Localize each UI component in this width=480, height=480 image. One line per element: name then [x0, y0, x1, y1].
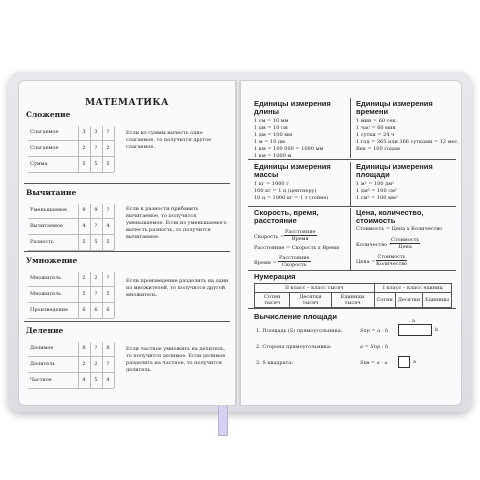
time-fraction-denominator: Скорость [282, 262, 307, 268]
row-label: Разность [30, 239, 54, 245]
unit-line: 1 час = 60 мин [356, 125, 396, 131]
rule-text: Если из суммы вычесть одно слагаемое, то получится другое слагаемое. [126, 130, 212, 150]
units-class-header: I класс – класс единиц [374, 284, 451, 293]
value-cell: 9 [94, 207, 98, 213]
section-divider [24, 183, 230, 184]
side-b-label: b [435, 327, 439, 333]
value-cell: 2 [94, 275, 98, 281]
rectangle-diagram [398, 324, 432, 336]
value-cell: ? [106, 207, 110, 213]
time-units-title: Единицы измерения времени [356, 99, 433, 116]
rect-area-label: 1. Площадь (S) прямоугольника: [256, 328, 343, 334]
unit-line: 1 дм = 100 мм [254, 132, 293, 138]
place-units: Единицы [423, 293, 452, 308]
value-cell: 5 [82, 161, 86, 167]
column-divider [114, 272, 115, 318]
divider [248, 159, 456, 160]
row-label: Слагаемое [30, 145, 59, 151]
column-divider [350, 98, 351, 158]
quantity-fraction-denominator: Цена [398, 244, 412, 250]
time-formula-label: Время = [254, 260, 277, 266]
place-hundred-thousands: Сотни тысяч [255, 293, 290, 308]
section-divider [24, 251, 230, 252]
column-divider [90, 272, 91, 318]
rule-text: Если частное умножить на делитель, то получится делимое. Если делимое разделить на частное, то получится делитель. [126, 346, 226, 373]
unit-line: 1 см² = 100 мм² [356, 195, 398, 201]
length-units-title: Единицы измерения длины [254, 99, 331, 116]
unit-line: 1 см = 10 мм [254, 118, 289, 124]
row-label: Слагаемое [30, 129, 59, 135]
rect-side-label: 2. Сторона прямоугольника: [256, 344, 332, 350]
value-cell: 2 [94, 361, 98, 367]
column-divider [102, 272, 103, 318]
mass-units-title: Единицы измерения массы [254, 162, 331, 179]
row-label: Уменьшаемое [30, 207, 67, 213]
row-divider [28, 388, 114, 389]
price-formula-label: Цена = [356, 259, 376, 265]
unit-line: 1 км = 1000 м [254, 153, 292, 159]
price-title: Цена, количество, стоимость [356, 208, 424, 225]
page-gutter [236, 80, 240, 406]
math-reference-page [24, 92, 230, 402]
row-label: Множитель [30, 275, 62, 281]
unit-line: 1 м = 10 дм [254, 139, 285, 145]
rule-text: Если к разности прибавить вычитаемое, то получится уменьшаемое. Если из уменьшаемого вычесть разность, то получится вычитаемое. [126, 206, 227, 240]
value-cell: 5 [106, 239, 110, 245]
rect-area-formula: Sпр = a · b [360, 328, 389, 334]
row-divider [28, 318, 114, 319]
square-side-label: a [413, 359, 416, 365]
rect-side-formula: a = Sпр : b [360, 344, 389, 350]
column-divider [78, 342, 79, 388]
unit-line: 1 м² = 100 дм² [356, 181, 395, 187]
row-label: Произведение [30, 307, 69, 313]
area-calc-title: Вычисление площади [254, 312, 337, 321]
speed-formula-label: Скорость = [254, 234, 285, 240]
value-cell: ? [94, 291, 98, 297]
place-hundreds: Сотни [374, 293, 395, 308]
value-cell: ? [94, 223, 98, 229]
column-divider [78, 126, 79, 172]
column-divider [102, 342, 103, 388]
value-cell: 5 [94, 377, 98, 383]
square-area-formula: Sкв = a · a [360, 360, 388, 366]
time-fraction [278, 255, 311, 268]
value-cell: 4 [106, 377, 110, 383]
unit-line: 1 мин = 60 сек. [356, 118, 398, 124]
divider [248, 270, 456, 271]
quantity-formula-label: Количество = [356, 242, 393, 248]
speed-fraction [284, 229, 317, 242]
cost-formula: Стоимость = Цена х Количество [356, 226, 443, 232]
unit-line: 10 ц = 1000 кг = 1 т (тонне) [254, 195, 329, 201]
section-title: Деление [26, 326, 64, 335]
square-area-label: 3. S квадрата: [256, 360, 293, 366]
price-fraction [376, 254, 407, 267]
value-cell: 8 [106, 345, 110, 351]
unit-line: 100 кг = 1 ц (центнеру) [254, 188, 317, 194]
column-divider [90, 126, 91, 172]
rule-text: Если произведение разделить на один из множителей, то получится другой множитель. [126, 278, 229, 298]
divider [248, 206, 456, 207]
row-label: Вычитаемое [30, 223, 63, 229]
quantity-fraction [390, 237, 420, 250]
place-ten-thousands: Десятки тысяч [290, 293, 331, 308]
units-reference-page [248, 92, 459, 402]
unit-line: 1 сутки = 24 ч [356, 132, 395, 138]
unit-line: 1 дм = 10 см [254, 125, 288, 131]
section-title: Вычитание [26, 188, 77, 197]
page-title: МАТЕМАТИКА [85, 98, 169, 108]
value-cell: 6 [82, 307, 86, 313]
section-divider [24, 321, 230, 322]
value-cell: 2 [82, 145, 86, 151]
column-divider [350, 208, 351, 270]
square-diagram [398, 356, 410, 368]
value-cell: 8 [82, 345, 86, 351]
value-cell: ? [106, 361, 110, 367]
unit-line: 1 дм² = 100 см² [356, 188, 397, 194]
row-divider [28, 172, 114, 173]
value-cell: 5 [106, 161, 110, 167]
column-divider [78, 272, 79, 318]
speed-fraction-denominator: Время [291, 236, 309, 242]
distance-formula: Расстояние = Скорость х Время [254, 245, 340, 251]
value-cell: 2 [82, 361, 86, 367]
row-label: Делитель [30, 361, 56, 367]
place-thousands: Единицы тысяч [331, 293, 374, 308]
speed-title: Скорость, время, расстояние [254, 208, 319, 225]
thousands-class-header: II класс – класс тысяч [255, 284, 375, 293]
quantity-fraction-numerator: Стоимость [391, 237, 420, 243]
unit-line: 1 год = 365 или 366 сутками = 12 мес. [356, 139, 459, 145]
column-divider [102, 204, 103, 250]
value-cell: ? [94, 145, 98, 151]
value-cell: 5 [94, 239, 98, 245]
column-divider [114, 342, 115, 388]
column-divider [90, 342, 91, 388]
time-fraction-numerator: Расстояние [279, 255, 310, 261]
value-cell: ? [106, 275, 110, 281]
divider [248, 308, 456, 309]
value-cell: 3 [82, 129, 86, 135]
value-cell: 4 [82, 223, 86, 229]
value-cell: 6 [106, 307, 110, 313]
value-cell: 5 [82, 239, 86, 245]
price-fraction-denominator: Количество [376, 261, 408, 267]
section-title: Умножение [26, 256, 78, 265]
column-divider [114, 126, 115, 172]
unit-line: Век = 100 годам [356, 146, 400, 152]
column-divider [90, 204, 91, 250]
value-cell: 3 [94, 129, 98, 135]
value-cell: 5 [106, 291, 110, 297]
value-cell: 2 [106, 145, 110, 151]
numbering-table [254, 283, 452, 308]
value-cell: 2 [82, 275, 86, 281]
column-divider [78, 204, 79, 250]
row-label: Частное [30, 377, 52, 383]
value-cell: 6 [94, 307, 98, 313]
value-cell: ? [94, 345, 98, 351]
value-cell: 9 [82, 207, 86, 213]
area-units-title: Единицы измерения площади [356, 162, 433, 179]
section-title: Сложение [26, 110, 71, 119]
value-cell: ? [106, 129, 110, 135]
row-label: Множитель [30, 291, 62, 297]
value-cell: 5 [94, 161, 98, 167]
unit-line: 1 км = 100 000 = 1000 мм [254, 146, 324, 152]
value-cell: 4 [106, 223, 110, 229]
unit-line: 1 кг = 1000 г [254, 181, 289, 187]
row-label: Сумма [30, 161, 48, 167]
column-divider [114, 204, 115, 250]
place-tens: Десятки [395, 293, 422, 308]
speed-fraction-numerator: Расстояние [285, 229, 316, 235]
numbering-title: Нумерация [254, 272, 296, 281]
value-cell: 5 [82, 291, 86, 297]
row-label: Делимое [30, 345, 54, 351]
side-a-label: a [412, 318, 415, 324]
column-divider [350, 162, 351, 206]
value-cell: 4 [82, 377, 86, 383]
column-divider [102, 126, 103, 172]
price-fraction-numerator: Стоимость [377, 254, 406, 260]
